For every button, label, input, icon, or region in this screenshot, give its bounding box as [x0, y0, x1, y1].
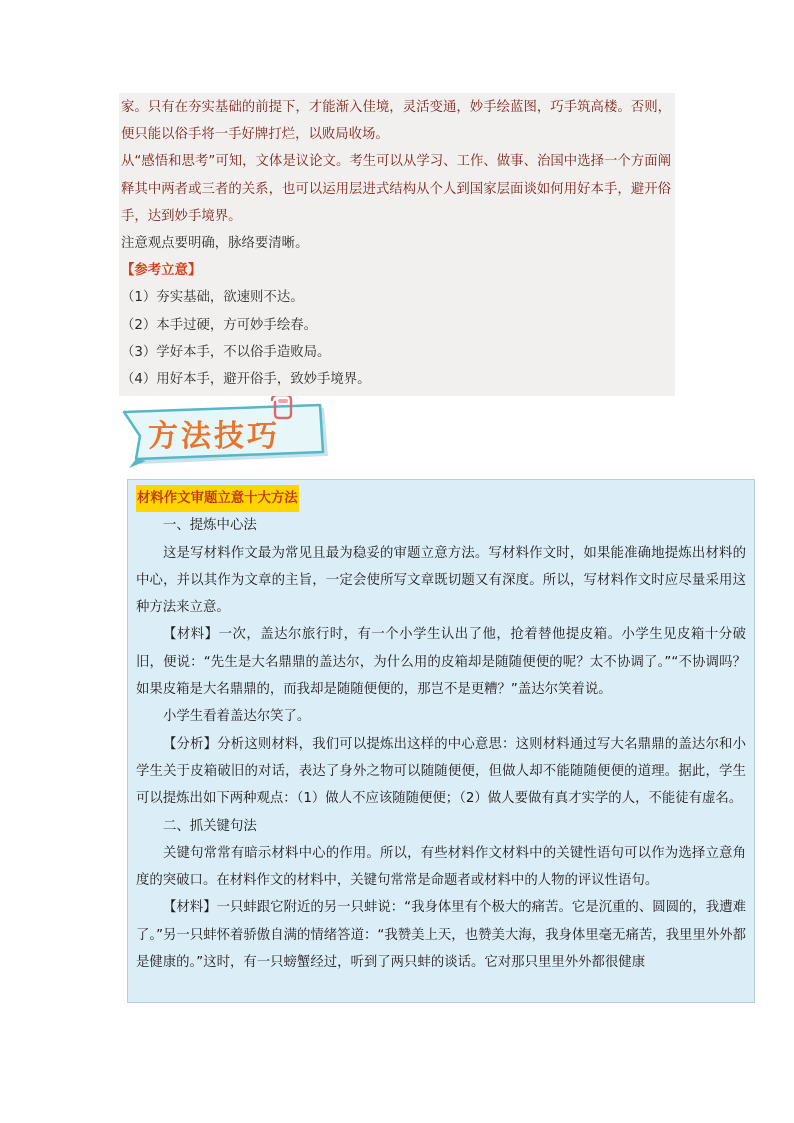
analysis-paragraph-3: 注意观点要明确，脉络要清晰。 [121, 236, 309, 252]
analysis-paragraph-2: 从“感悟和思考”可知，文体是议论文。考生可以从学习、工作、做事、治国中选择一个方面阐释其中两者或三者的关系，也可以运用层进式结构从个人到国家层面谈如何用好本手，避开俗手，达到妙手境界。 [121, 154, 671, 224]
method-section [127, 479, 755, 1003]
method-paragraph: 小学生看着盖达尔笑了。 [163, 709, 311, 725]
method-paragraph: 关键句常常有暗示材料中心的作用。所以，有些材料作文材料中的关键性语句可以作为选择立意角度的突破口。在材料作文的材料中，关键句常常是命题者或材料中的人物的评议性语句。 [136, 845, 746, 889]
reference-item: （2）本手过硬，方可妙手绘春。 [121, 317, 317, 333]
method-section-title: 材料作文审题立意十大方法 [136, 485, 299, 512]
section-banner [120, 396, 338, 472]
analysis-section [119, 93, 675, 396]
method-heading-1: 一、提炼中心法 [163, 518, 257, 534]
reference-item: （4）用好本手，避开俗手，致妙手境界。 [121, 372, 371, 388]
reference-title: 【参考立意】 [121, 263, 202, 279]
analysis-paragraph: 【分析】分析这则材料，我们可以提炼出这样的中心意思：这则材料通过写大名鼎鼎的盖达尔和小学生关于皮箱破旧的对话，表达了身外之物可以随随便便，但做人却不能随随便便的道理。据此，学生可以提炼出如下两种观点：（1）做人不应该随随便便；（2）做人要做有真才实学的人，不能徒有虚名。 [136, 736, 746, 807]
analysis-paragraph-1: 家。只有在夯实基础的前提下，才能渐入佳境，灵活变通，妙手绘蓝图，巧手筑高楼。否则，便只能以俗手将一手好牌打烂，以败局收场。 [121, 100, 671, 143]
material-paragraph: 【材料】一只蚌跟它附近的另一只蚌说：“我身体里有个极大的痛苦。它是沉重的、圆圆的，我遭难了。”另一只蚌怀着骄傲自满的情绪答道：“我赞美上天，也赞美大海，我身体里毫无痛苦，我里里外外都是健康的。”这时，有一只螃蟹经过，听到了两只蚌的谈话。它对那只里里外外都很健康 [136, 900, 746, 971]
method-heading-2: 二、抓关键句法 [163, 818, 257, 834]
reference-item: （1）夯实基础，欲速则不达。 [121, 290, 304, 306]
banner-title: 方法技巧 [148, 419, 280, 454]
reference-item: （3）学好本手，不以俗手造败局。 [121, 344, 331, 360]
method-paragraph: 这是写材料作文最为常见且最为稳妥的审题立意方法。写材料作文时，如果能准确地提炼出材料的中心，并以其作为文章的主旨，一定会使所写文章既切题又有深度。所以，写材料作文时应尽量采用这种方法来立意。 [136, 545, 746, 616]
material-paragraph: 【材料】一次，盖达尔旅行时，有一个小学生认出了他，抢着替他提皮箱。小学生见皮箱十分破旧，便说：“先生是大名鼎鼎的盖达尔，为什么用的皮箱却是随随便便的呢？太不协调了。”“不协调吗？如果皮箱是大名鼎鼎的，而我却是随随便便的，那岂不是更糟？”盖达尔笑着说。 [136, 627, 746, 698]
